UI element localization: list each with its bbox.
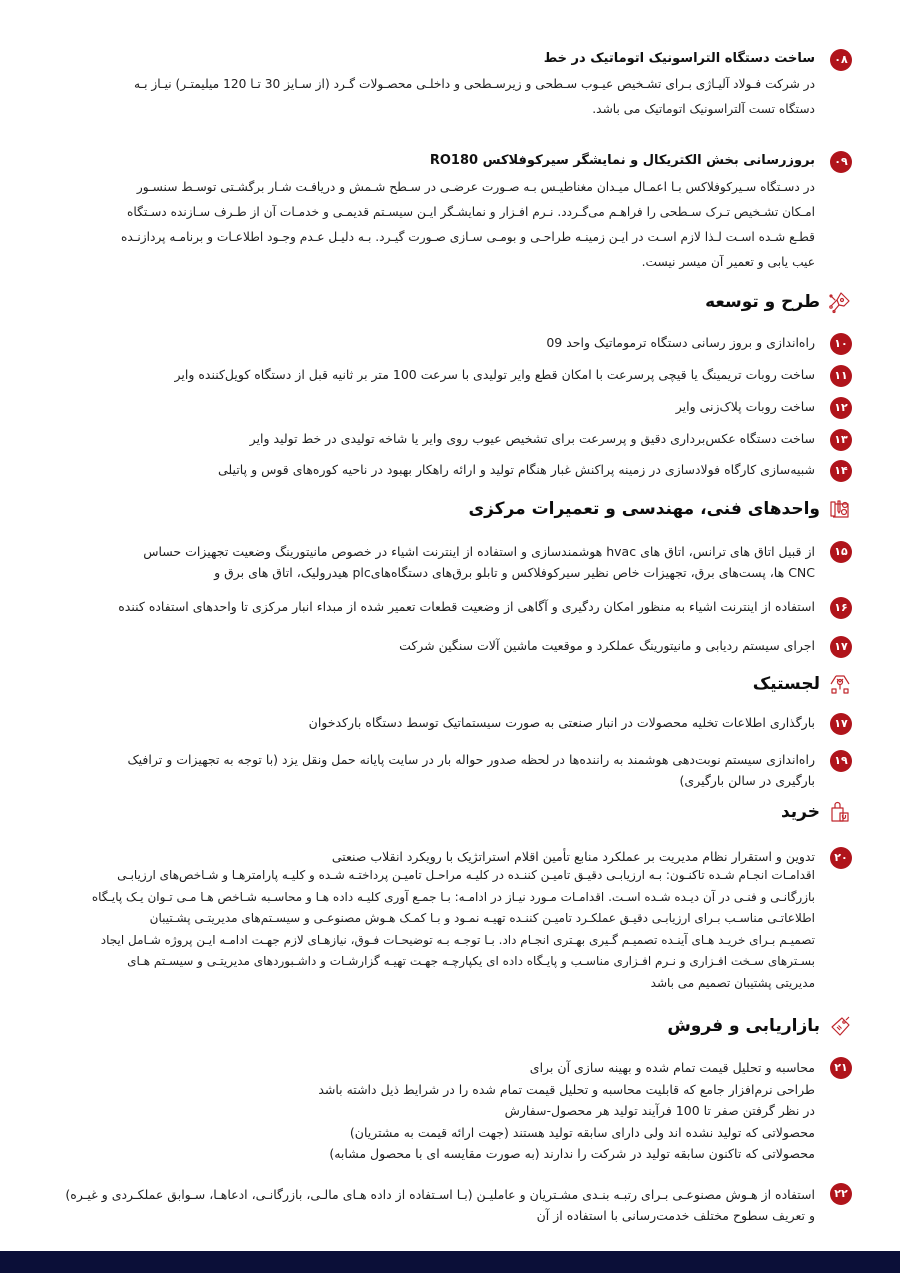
- item-text: شبیه‌سازی کارگاه فولادسازی در زمینه پراکنش غبار هنگام تولید و ارائه راهکار بهبود در ناحیه کوره‌های قوس و پاتیلی: [218, 462, 815, 477]
- description-line: عیب یابی و تعمیر آن میسر نیست.: [641, 255, 815, 269]
- item-number-badge: ۲۰: [830, 847, 852, 869]
- section-title: خرید: [780, 802, 820, 822]
- item-number-badge: ۲۲: [830, 1183, 852, 1205]
- section-title: طرح و توسعه: [705, 292, 820, 312]
- item-text: ساخت روبات تریمینگ یا قیچی پرسرعت با امکان قطع وایر تولیدی با سرعت 100 متر بر ثانیه قبل از دستگاه کویل‌کننده وایر: [174, 367, 815, 382]
- section-header-logistics: [753, 672, 852, 696]
- description-line: دستگاه تست آلتراسونیک اتوماتیک می باشد.: [592, 102, 815, 116]
- item-text-line: در نظر گرفتن صفر تا 100 فرآیند تولید هر محصول-سفارش: [504, 1103, 815, 1118]
- section-title: لجستیک: [752, 674, 820, 694]
- description-line: اقدامـات انجـام شـده تاکنـون: بـه ارزیابـی دقیـق تامیـن کننـده در کلیـه مراحـل تامیـن پرداختـه شـده و کلیـه پارامترهـا و شـاخص‌های ارزیابـی: [117, 868, 815, 882]
- item-text: اجرای سیستم ردیابی و مانیتورینگ عملکرد و موقعیت ماشین آلات سنگین شرکت: [399, 638, 815, 653]
- shopping-bags-icon: [828, 800, 852, 824]
- item-text-line: محصولاتی که تاکنون سابقه تولید در شرکت را ندارند (به صورت مقایسه ای با محصول مشابه): [329, 1146, 815, 1161]
- price-tag-icon: [828, 1014, 852, 1038]
- engineering-tools-icon: [828, 497, 852, 521]
- item-number-badge: ۰۹: [830, 151, 852, 173]
- item-text-line: محصولاتی که تولید نشده اند ولی دارای سابقه تولید هستند (جهت ارائه قیمت به مشتریان): [349, 1124, 815, 1140]
- logistics-crane-icon: [828, 672, 852, 696]
- item-text-line: محاسبه و تحلیل قیمت تمام شده و بهینه سازی آن برای: [529, 1060, 815, 1075]
- item-title: ساخت دستگاه التراسونیک اتوماتیک در خط: [543, 51, 815, 66]
- item-description: [20, 865, 815, 994]
- item-text: [127, 749, 815, 791]
- item-number-badge: ۱۹: [830, 750, 852, 772]
- description-line: بسـترهای سـخت افـزاری و نـرم افـزاری مناسـب و پایـگاه داده ای یکپارچـه جهـت تهیـه گزارشـات و داشـبوردهای مدیریتـی و سیسـتم هـای: [127, 954, 815, 968]
- item-text: ساخت دستگاه عکس‌برداری دقیق و پرسرعت برای تشخیص عیوب روی وایر یا شاخه تولیدی در خط تولید وایر: [249, 431, 815, 446]
- item-title: تدوین و استقرار نظام مدیریت بر عملکرد منابع تأمین اقلام استراتژیک با رویکرد انقلاب صنعتی: [331, 849, 815, 864]
- description-line: اطلاعاتـی مناسـب بـرای ارزیابـی دقیـق عملکـرد تامیـن کننـده تهیـه نمـود و بـا کمـک هـوش مصنوعـی و سیسـتم‌های مدیریتـی پشـتیبان: [149, 911, 815, 925]
- item-text: [65, 1184, 815, 1226]
- item-number-badge: ۱۴: [830, 460, 852, 482]
- item-number-badge: ۱۵: [830, 541, 852, 563]
- description-line: امـکان تشـخیص تـرک سـطحی را فراهـم می‌گـردد. نـرم افـزار و نمایشـگر ایـن سیسـتم قدیمـی و خدمـات آن از طـرف سـازنده دسـتگاه: [127, 205, 815, 219]
- item-number-badge: ۱۶: [830, 597, 852, 619]
- description-line: تصمیـم بـرای خریـد هـای آینـده تصمیـم گـیری بهـتری انجـام داد. بـا توجـه بـه توضیحـات فـوق، نیازهـای لازم جهـت ادامـه ایـن پروژه شـامل ایجاد: [100, 932, 815, 947]
- item-number-badge: ۲۱: [830, 1057, 852, 1079]
- item-number-badge: ۱۰: [830, 333, 852, 355]
- footer-bar: [0, 1251, 900, 1273]
- description-line: در شرکت فـولاد آلیـاژی بـرای تشـخیص عیـوب سـطحی و زیرسـطحی و داخلـی محصـولات گـرد (از سـایز 30 تـا 120 میلیمتـر) نیـاز بـه: [134, 77, 815, 91]
- item-number-badge: ۱۲: [830, 397, 852, 419]
- description-line: مدیریتی پشتیبان تصمیم می باشد: [650, 975, 815, 990]
- item-text: [318, 1057, 815, 1165]
- section-title: واحدهای فنی، مهندسی و تعمیرات مرکزی: [468, 499, 820, 519]
- item-text: بارگذاری اطلاعات تخلیه محصولات در انبار صنعتی به صورت سیستماتیک توسط دستگاه بارکدخوان: [308, 715, 815, 730]
- item-text: راه‌اندازی و بروز رسانی دستگاه ترموماتیک واحد 09: [546, 335, 815, 350]
- item-number-badge: ۱۷: [830, 713, 852, 735]
- item-text-line: استفاده از هـوش مصنوعـی بـرای رتبـه بنـدی مشـتریان و عاملیـن (بـا اسـتفاده از داده هـای مالـی، بازرگانـی، ادعاهـا، سـوابق عملکـردی و غیـره): [65, 1187, 815, 1202]
- item-description: [50, 72, 815, 122]
- item-text: ساخت روبات پلاک‌زنی وایر: [675, 399, 815, 414]
- description-line: در دسـتگاه سـیرکوفلاکس بـا اعمـال میـدان مغناطیـس بـه صـورت عرضـی در سـطح شـمش و دریافـت شـار برگشـتی توسـط سنسـور: [136, 180, 815, 194]
- item-description: [50, 175, 815, 275]
- item-title: بروزرسانی بخش الکتریکال و نمایشگر سیرکوفلاکس RO180: [429, 153, 815, 168]
- item-text-line: و تعریف سطوح مختلف خدمت‌رسانی با استفاده از آن: [536, 1208, 815, 1223]
- description-line: بازرگانـی و فنـی در آن دیـده شـده اسـت. اقدامـات مـورد نیـاز در ادامـه: بـا جمـع آوری کلیـه داده هـا و محاسـبه شـاخص هـا مـی تـوان یـک پایـگاه: [91, 889, 815, 904]
- description-line: قطـع شـده اسـت لـذا لازم اسـت در ایـن زمینـه طراحـی و بومـی سـازی صـورت گیـرد. بـه دلیـل عـدم وجـود اطلاعـات و برنامـه پردازنـده: [121, 230, 815, 244]
- item-text: استفاده از اینترنت اشیاء به منظور امکان ردگیری و آگاهی از وضعیت قطعات تعمیر شده از مبداء انبار مرکزی تا واحدهای استفاده کننده: [118, 599, 815, 614]
- section-header-purchase: [781, 800, 852, 824]
- section-header-marketing: [667, 1014, 852, 1038]
- item-text-line: CNC ها، پست‌های برق، تجهیزات خاص نظیر سیرکوفلاکس و تابلو برق‌های دستگاه‌هایplc هیدرولیک، اتاق های برق و: [214, 565, 815, 580]
- item-number-badge: ۱۳: [830, 429, 852, 451]
- section-header-engineering: [469, 497, 852, 521]
- item-text-line: راه‌اندازی سیستم نوبت‌دهی هوشمند به راننده‌ها در لحظه صدور حواله بار در سایت پایانه حمل ونقل یزد (با توجه به تجهیزات و ترافیک: [127, 752, 815, 767]
- item-text-line: از قبیل اتاق های ترانس، اتاق های hvac هوشمندسازی و استفاده از اینترنت اشیاء در خصوص مانیتورینگ وضعیت تجهیزات حساس: [143, 544, 815, 559]
- section-title: بازاریابی و فروش: [667, 1016, 820, 1036]
- item-text-line: طراحی نرم‌افزار جامع که قابلیت محاسبه و تحلیل قیمت تمام شده را در شرایط ذیل داشته باشد: [318, 1081, 815, 1097]
- item-number-badge: ۱۷: [830, 636, 852, 658]
- item-number-badge: ۱۱: [830, 365, 852, 387]
- item-text: [143, 541, 815, 583]
- item-text-line: بارگیری در سالن بارگیری): [679, 773, 815, 788]
- pen-tool-icon: [828, 290, 852, 314]
- item-number-badge: ۰۸: [830, 49, 852, 71]
- section-header-design: [705, 290, 852, 314]
